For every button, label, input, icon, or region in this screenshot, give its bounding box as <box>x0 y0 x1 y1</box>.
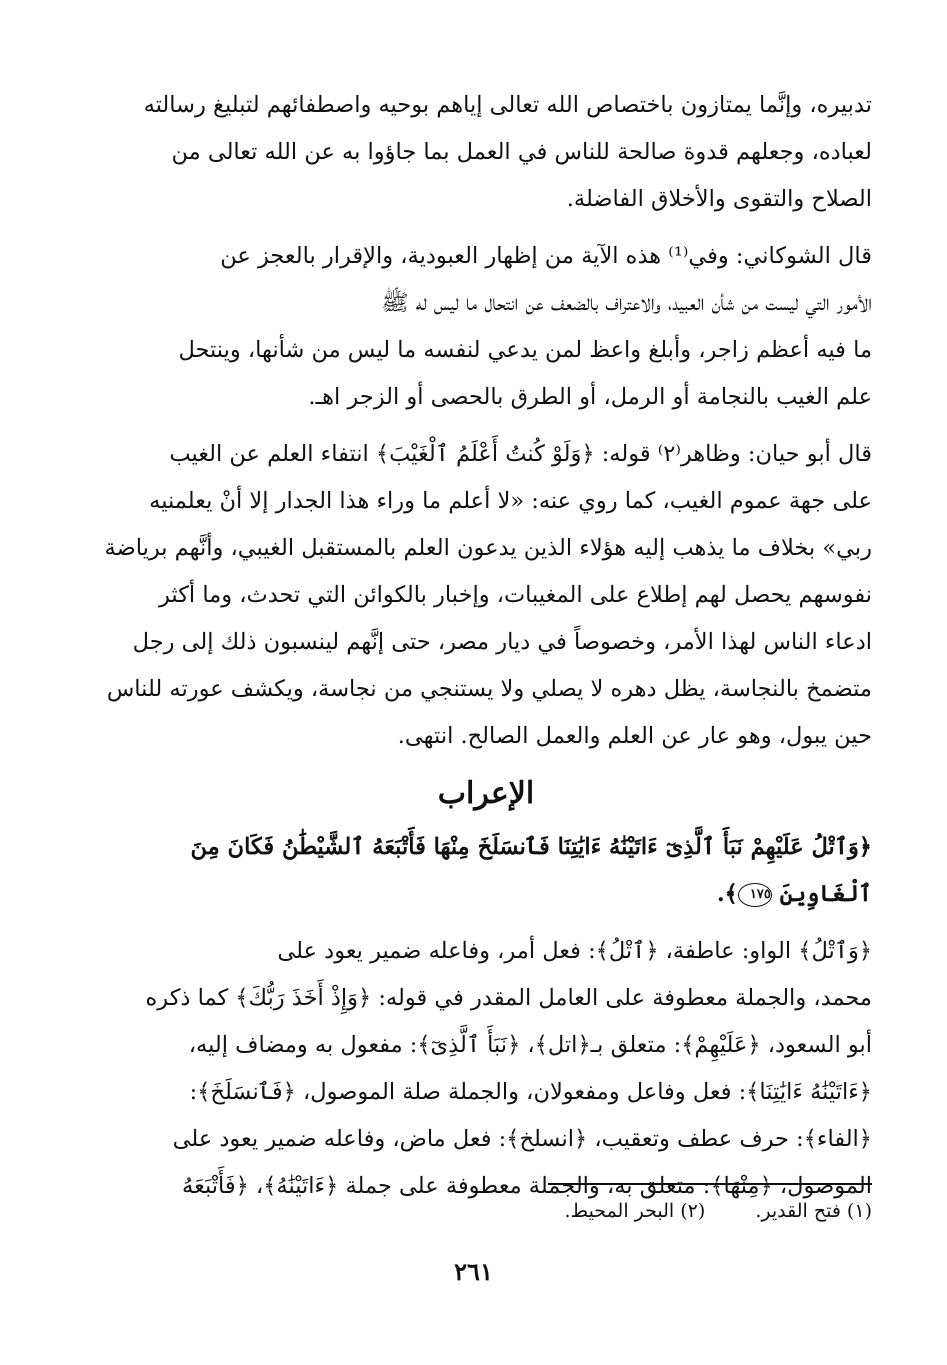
text-line: لعباده، وجعلهم قدوة صالحة للناس في العمل بما جاؤوا به عن الله تعالى من <box>171 139 872 165</box>
text-line: الموصول، ﴿مِنْهَا﴾: متعلق به، والجملة معطوفة على جملة ﴿ءَاتَيْنَٰهُ﴾، ﴿فَأَتْبَعَهُ <box>182 1173 872 1199</box>
ayah-number-marker: ١٧٥ <box>738 883 772 907</box>
paragraph-intro <box>100 82 872 223</box>
text-line: ربي» بخلاف ما يذهب إليه هؤلاء الذين يدعون العلم بالمستقبل الغيبي، وأنَّهم برياضة <box>104 535 872 561</box>
paragraph-abu-hayyan <box>100 431 872 760</box>
text-line: نفوسهم يحصل لهم إطلاع على المغيبات، وإخبار بالكوائن التي تحدث، وما أكثر <box>159 582 872 608</box>
text-line: ﴿ءَاتَيْنَٰهُ ءَايَٰتِنَا﴾: فعل وفاعل ومفعولان، والجملة صلة الموصول، ﴿فَٱنسَلَخَ﴾: <box>189 1079 872 1105</box>
verse-line: ﴿وَٱتْلُ عَلَيْهِمْ نَبَأَ ٱلَّذِىٓ ءَاتَيْنَٰهُ ءَايَٰتِنَا فَٱنسَلَخَ مِنْهَا فَأَتْبَعَهُ ٱلشَّيْطَٰنُ فَكَانَ مِنَ <box>190 834 872 860</box>
paragraph-irab <box>100 928 872 1210</box>
quran-verse <box>100 824 872 918</box>
text-line: ﴿وَٱتْلُ﴾ الواو: عاطفة، ﴿ٱتْلُ﴾: فعل أمر، وفاعله ضمير يعود على <box>277 938 872 964</box>
text-line: قال الشوكاني: وفي⁽¹⁾ هذه الآية من إظهار العبودية، والإقرار بالعجز عن <box>220 243 872 269</box>
text-line: على جهة عموم الغيب، كما روي عنه: «لا أعلم ما وراء هذا الجدار إلا أنْ يعلمنيه <box>149 488 872 514</box>
text-line: ﴿الفاء﴾: حرف عطف وتعقيب، ﴿انسلخ﴾: فعل ماض، وفاعله ضمير يعود على <box>172 1126 872 1152</box>
verse-closing: ﴾. <box>716 881 738 907</box>
text-line: الصلاح والتقوى والأخلاق الفاضلة. <box>566 186 872 212</box>
page-body <box>100 82 872 1220</box>
footnote-2: (٢) البحر المحيط. <box>564 1200 706 1222</box>
text-line: الأمور التي ليست من شأن العبيد، والاعتراف بالضعف عن انتحال ما ليس له ﷺ <box>381 290 872 316</box>
text-line: ما فيه أعظم زاجر، وأبلغ واعظ لمن يدعي لنفسه ما ليس من شأنها، وينتحل <box>178 337 872 363</box>
verse-word: ٱلْغَاوِينَ <box>779 881 872 907</box>
verse-line-end <box>100 871 872 918</box>
text-line: محمد، والجملة معطوفة على العامل المقدر في قوله: ﴿وَإِذْ أَخَذَ رَبُّكَ﴾ كما ذكره <box>145 985 872 1011</box>
text-line: أبو السعود، ﴿عَلَيْهِمْ﴾: متعلق بـ﴿اتل﴾، ﴿نَبَأَ ٱلَّذِىٓ﴾: مفعول به ومضاف إليه، <box>188 1032 872 1058</box>
footnotes <box>100 1196 872 1226</box>
text-line: تدبيره، وإنَّما يمتازون باختصاص الله تعالى إياهم بوحيه واصطفائهم لتبليغ رسالته <box>143 92 872 118</box>
footnote-1: (١) فتح القدير. <box>755 1200 872 1222</box>
page-number: ٢٦١ <box>454 1257 493 1286</box>
paragraph-shawkani <box>100 233 872 421</box>
text-line: قال أبو حيان: وظاهر⁽٢⁾ قوله: ﴿وَلَوْ كُنتُ أَعْلَمُ ٱلْغَيْبَ﴾ انتفاء العلم عن الغيب <box>169 441 872 467</box>
footnote-divider <box>548 1183 872 1185</box>
text-line: ادعاء الناس لهذا الأمر، وخصوصاً في ديار مصر، حتى إنَّهم لينسبون ذلك إلى رجل <box>132 629 872 655</box>
text-line: حين يبول، وهو عار عن العلم والعمل الصالح. انتهى. <box>397 723 872 749</box>
section-heading: الإعراب <box>437 776 535 811</box>
text-line: متضمخ بالنجاسة، يظل دهره لا يصلي ولا يستنجي من نجاسة، ويكشف عورته للناس <box>106 676 872 702</box>
text-line: علم الغيب بالنجامة أو الرمل، أو الطرق بالحصى أو الزجر اهـ. <box>308 384 872 410</box>
